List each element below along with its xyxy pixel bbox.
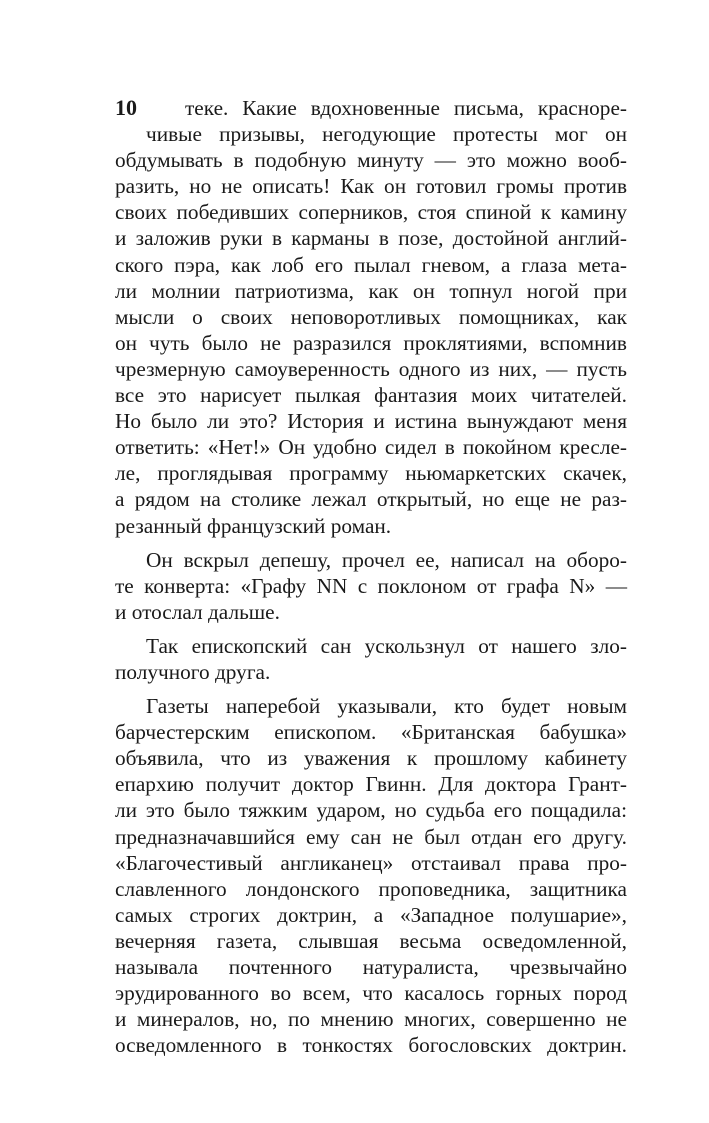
- text-line: ли молнии патриотизма, как он топнул ногой при: [115, 278, 627, 303]
- text-line: ли это было тяжким ударом, но судьба его пощадила:: [115, 798, 627, 823]
- text-line: «Благочестивый англиканец» отстаивал права про-: [115, 850, 627, 875]
- paragraph: [115, 547, 627, 625]
- text-line: и минералов, но, по мнению многих, совершенно не: [115, 1007, 627, 1032]
- paragraph-gap: [115, 685, 627, 693]
- text-line: ле, проглядывая программу ньюмаркетских скачек,: [115, 461, 627, 486]
- paragraph: [115, 95, 627, 539]
- text-line: предназначавшийся ему сан не был отдан его другу.: [115, 824, 627, 849]
- text-line: осведомленного в тонкостях богословских доктрин.: [115, 1033, 627, 1058]
- text-line: Но было ли это? История и истина вынуждают меня: [115, 409, 627, 434]
- text-line: и заложив руки в карманы в позе, достойной англий-: [115, 226, 627, 251]
- text-line: мысли о своих неповоротливых помощниках, как: [115, 304, 627, 329]
- paragraph-gap: [115, 539, 627, 547]
- text-line: все это нарисует пылкая фантазия моих читателей.: [115, 383, 627, 408]
- text-line: эрудированного во всем, что касалось горных пород: [115, 981, 627, 1006]
- text-line: епархию получит доктор Гвинн. Для доктора Грант-: [115, 772, 627, 797]
- text-line: обдумывать в подобную минуту — это можно вооб-: [115, 148, 627, 173]
- text-line: вечерняя газета, слывшая весьма осведомленной,: [115, 928, 627, 953]
- text-line: резанный французский роман.: [115, 513, 392, 538]
- text-line: ского пэра, как лоб его пылал гневом, а глаза мета-: [115, 252, 627, 277]
- text-line: теке. Какие вдохновенные письма, красноре-: [185, 96, 627, 120]
- text-line: славленного лондонского проповедника, защитника: [115, 876, 627, 901]
- text-line: разить, но не описать! Как он готовил громы против: [115, 174, 627, 199]
- text-line: Так епископский сан ускользнул от нашего зло-: [146, 633, 627, 658]
- text-line: своих победивших соперников, стоя спиной к камину: [115, 200, 627, 225]
- text-line: чивые призывы, негодующие протесты мог он: [146, 122, 627, 147]
- body-text: [115, 95, 627, 1058]
- paragraph: [115, 633, 627, 685]
- text-line: называла почтенного натуралиста, чрезвычайно: [115, 955, 627, 979]
- text-line: ответить: «Нет!» Он удобно сидел в покойном кресле-: [115, 435, 627, 460]
- text-line: и отослал дальше.: [115, 599, 280, 624]
- text-line: объявила, что из уважения к прошлому кабинету: [115, 746, 627, 771]
- text-line: те конверта: «Графу NN с поклоном от графа N» —: [115, 573, 627, 598]
- text-line: барчестерским епископом. «Британская бабушка»: [115, 720, 627, 745]
- text-line: Он вскрыл депешу, прочел ее, написал на оборо-: [146, 547, 627, 572]
- page-number: 10: [115, 95, 137, 120]
- paragraph-gap: [115, 625, 627, 633]
- text-line: а рядом на столике лежал открытый, но еще не раз-: [115, 487, 627, 512]
- text-line: самых строгих доктрин, а «Западное полушарие»,: [115, 902, 627, 927]
- paragraph: [115, 693, 627, 1058]
- text-line: Газеты наперебой указывали, кто будет новым: [146, 694, 627, 719]
- text-line: он чуть было не разразился проклятиями, вспомнив: [115, 330, 627, 355]
- text-line: получного друга.: [115, 659, 271, 684]
- text-line: чрезмерную самоуверенность одного из них, — пусть: [115, 356, 627, 381]
